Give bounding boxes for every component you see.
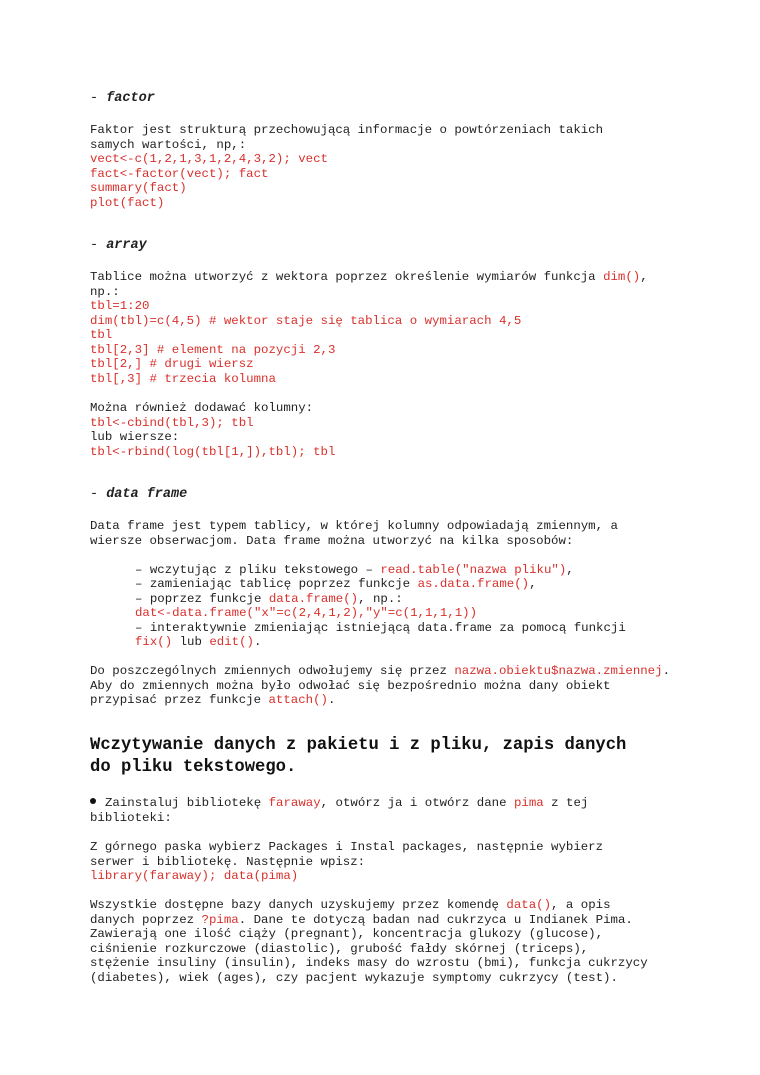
code-line: tbl=1:20 [90,299,150,313]
body-text-line: ciśnienie rozkurczowe (diastolic), grubość fałdy skórnej (triceps), [90,941,589,956]
body-text-line: Zawierają one ilość ciąży (pregnant), koncentracja glukozy (glucose), [90,927,604,941]
code-line: plot(fact) [90,195,165,210]
body-text-line: danych poprzez ?pima. Dane te dotyczą badan nad cukrzyca u Indianek Pima. [90,912,633,927]
list-item: – wczytując z pliku tekstowego – read.table("nazwa pliku"), [135,562,574,577]
code-line: tbl<-rbind(log(tbl[1,]),tbl); tbl [90,444,336,459]
dataframe-text-line: Do poszczególnych zmiennych odwołujemy się przez nazwa.obiektu$nazwa.zmiennej. [90,664,670,678]
bullet-icon [90,798,96,804]
array-text-line: np.: [90,284,120,299]
section-title-array: - array [90,238,147,253]
dataframe-text-line: Aby do zmiennych można było odwołać się bezpośrednio można dany obiekt [90,678,611,693]
section-heading: Wczytywanie danych z pakietu i z pliku, zapis danych [90,736,627,755]
factor-text-line: Faktor jest strukturą przechowującą informacje o powtórzeniach takich [90,123,604,137]
list-item-continuation: fix() lub edit(). [135,635,262,649]
bullet-item: Zainstaluj bibliotekę faraway, otwórz ja i otwórz dane pima z tej [90,796,588,811]
body-text-line: serwer i bibliotekę. Następnie wpisz: [90,854,366,869]
code-line: tbl [90,328,113,342]
list-item: – poprzez funkcje data.frame(), np.: [135,591,403,606]
code-line: library(faraway); data(pima) [90,869,299,883]
body-text-line: Z górnego paska wybierz Packages i Instal packages, następnie wybierz [90,840,604,854]
code-line: summary(fact) [90,181,187,195]
array-text-line: Można również dodawać kolumny: [90,401,314,415]
array-text-line: lub wiersze: [90,430,180,444]
code-line: vect<-c(1,2,1,3,1,2,4,3,2); vect [90,152,328,166]
dataframe-text-line: Data frame jest typem tablicy, w której kolumny odpowiadają zmiennym, a [90,519,618,533]
list-item: – zamieniając tablicę poprzez funkcje as.data.frame(), [135,577,537,591]
section-heading: do pliku tekstowego. [90,758,297,777]
code-line: dim(tbl)=c(4,5) # wektor staje się tablica o wymiarach 4,5 [90,313,522,328]
body-text-line: stężenie insuliny (insulin), indeks masy do wzrostu (bmi), funkcja cukrzycy [90,956,648,970]
bullet-item-continuation: biblioteki: [90,811,172,825]
code-line: fact<-factor(vect); fact [90,166,269,181]
code-line: tbl[,3] # trzecia kolumna [90,371,276,386]
factor-text-line: samych wartości, np,: [90,137,247,152]
code-line: tbl<-cbind(tbl,3); tbl [90,415,254,430]
body-text-line: (diabetes), wiek (ages), czy pacjent wykazuje symptomy cukrzycy (test). [90,970,618,985]
dataframe-text-line: wiersze obserwacjom. Data frame można utworzyć na kilka sposobów: [90,533,574,548]
code-line: tbl[2,3] # element na pozycji 2,3 [90,342,336,357]
section-title-factor: - factor [90,91,155,106]
code-line: tbl[2,] # drugi wiersz [90,357,254,371]
dataframe-text-line: przypisać przez funkcje attach(). [90,693,336,707]
section-title-data-frame: - data frame [90,487,188,502]
code-line: dat<-data.frame("x"=c(2,4,1,2),"y"=c(1,1,1,1)) [135,606,478,620]
array-text-line: Tablice można utworzyć z wektora poprzez określenie wymiarów funkcja dim(), [90,270,648,284]
list-item: – interaktywnie zmieniając istniejącą data.frame za pomocą funkcji [135,620,626,635]
body-text-line: Wszystkie dostępne bazy danych uzyskujemy przez komendę data(), a opis [90,898,611,912]
